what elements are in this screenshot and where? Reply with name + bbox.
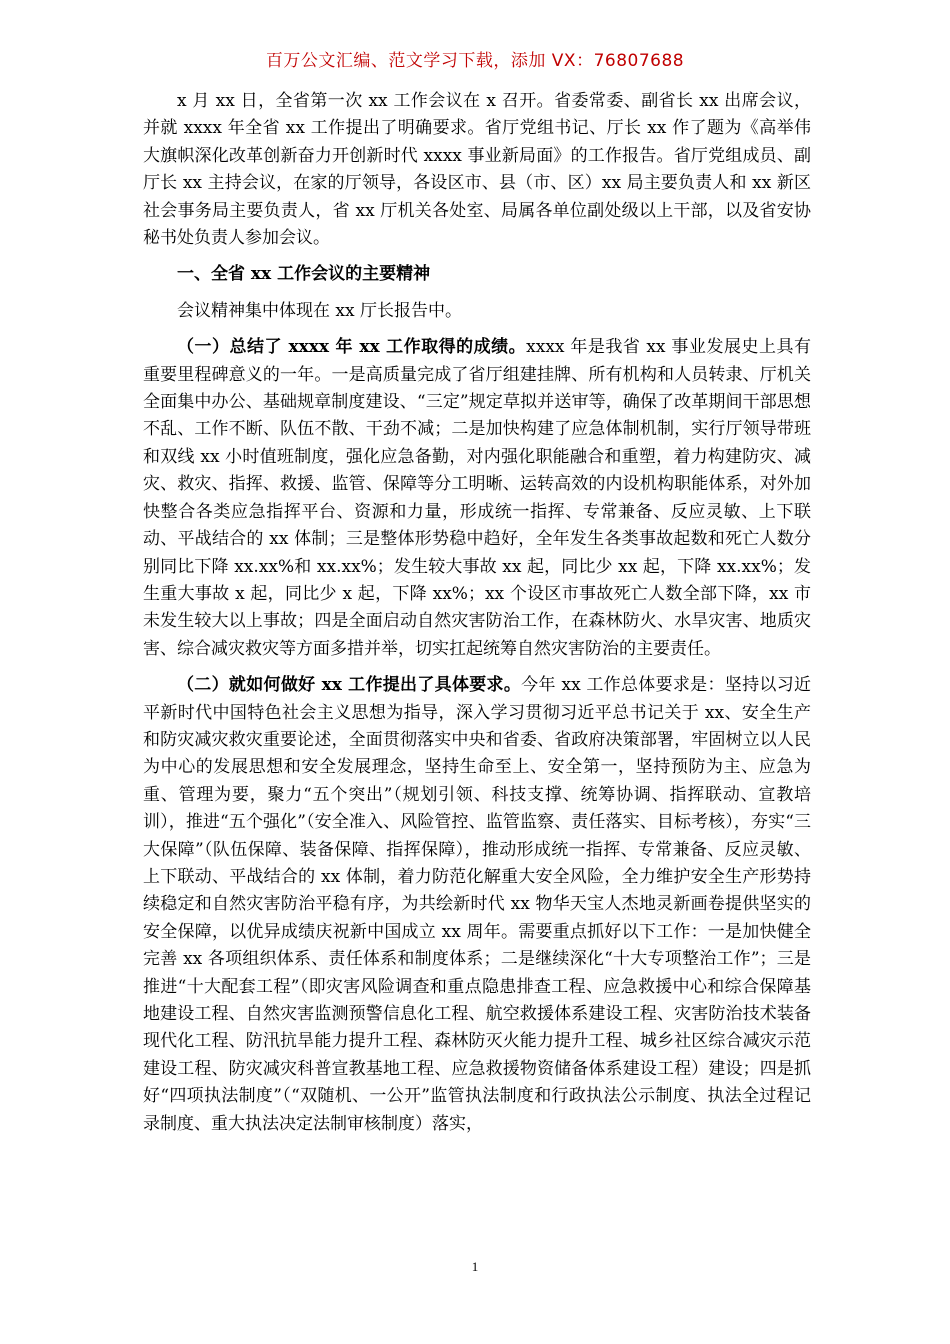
watermark-banner: 百万公文汇编、范文学习下载，添加 VX：76807688 [265,51,685,71]
requirements-body: 今年 xx 工作总体要求是：坚持以习近平新时代中国特色社会主义思想为指导，深入学习贯彻习近平总书记关于 xx、安全生产和防灾减灾救灾重要论述，全面贯彻落实中央和省委、省政府决策部署，牢固树立以人民为中心的发展思想和安全发展理念，坚持生命至上、安全第一，坚持预防为主、应急为重、管理为要，聚力“五个突出”（规划引领、科技支撑、统筹协调、指挥联动、宣教培训），推进“五个强化”（安全准入、风险管控、监管监察、责任落实、目标考核），夯实“三大保障”（队伍保障、装备保障、指挥保障），推动形成统一指挥、专常兼备、反应灵敏、上下联动、平战结合的 xx 体制，着力防范化解重大安全风险，全力维护安全生产形势持续稳定和自然灾害防治平稳有序，为共绘新时代 xx 物华天宝人杰地灵新画卷提供坚实的安全保障，以优异成绩庆祝新中国成立 xx 周年。需要重点抓好以下工作：一是加快健全完善 xx 各项组织体系、责任体系和制度体系；二是继续深化“十大专项整治工作”；三是推进“十大配套工程”（即灾害风险调查和重点隐患排查工程、应急救援中心和综合保障基地建设工程、自然灾害监测预警信息化工程、航空救援体系建设工程、灾害防治技术装备现代化工程、防汛抗旱能力提升工程、森林防灭火能力提升工程、城乡社区综合减灾示范建设工程、防灾减灾科普宣教基地工程、应急救援物资储备体系建设工程）建设；四是抓好“四项执法制度”（“双随机、一公开”监管执法制度和行政执法公示制度、执法全过程记录制度、重大执法决定法制审核制度）落实， [143,675,812,1134]
achievements-title: （一）总结了 xxxx 年 xx 工作取得的成绩。 [177,337,527,358]
summary-paragraph: 会议精神集中体现在 xx 厅长报告中。 [177,300,462,321]
intro-paragraph: x 月 xx 日，全省第一次 xx 工作会议在 x 召开。省委常委、副省长 xx 出席会议，并就 xxxx 年全省 xx 工作提出了明确要求。省厅党组书记、厅长 xx 作了题为《高举伟大旗帜深化改革创新奋力开创新时代 xxxx 事业新局面》的工作报告。省厅党组成员、副厅长 xx 主持会议，在家的厅领导，各设区市、县（市、区）xx 局主要负责人和 xx 新区社会事务局主要负责人，省 xx 厅机关各处室、局属各单位副处级以上干部，以及省安协秘书处负责人参加会议。 [143,91,811,249]
requirements-title: （二）就如何做好 xx 工作提出了具体要求。 [177,675,522,696]
document-body [143,88,811,1138]
achievements-body: xxxx 年是我省 xx 事业发展史上具有重要里程碑意义的一年。一是高质量完成了省厅组建挂牌、所有机构和人员转隶、厅机关全面集中办公、基础规章制度建设、“三定”规定草拟并送审等，确保了改革期间干部思想不乱、工作不断、队伍不散、干劲不减；二是加快构建了应急体制机制，实行厅领导带班和双线 xx 小时值班制度，强化应急备勤，对内强化职能融合和重塑，着力构建防灾、减灾、救灾、指挥、救援、监管、保障等分工明晰、运转高效的内设机构职能体系，对外加快整合各类应急指挥平台、资源和力量，形成统一指挥、专常兼备、反应灵敏、上下联动、平战结合的 xx 体制；三是整体形势稳中趋好，全年发生各类事故起数和死亡人数分别同比下降 xx.xx%和 xx.xx%；发生较大事故 xx 起，同比少 xx 起，下降 xx.xx%；发生重大事故 x 起，同比少 x 起，下降 xx%；xx 个设区市事故死亡人数全部下降，xx 市未发生较大以上事故；四是全面启动自然灾害防治工作，在森林防火、水旱灾害、地质灾害、综合减灾救灾等方面多措并举，切实扛起统筹自然灾害防治的主要责任。 [143,337,811,659]
section-heading: 一、全省 xx 工作会议的主要精神 [177,264,431,285]
requirements-paragraph [143,672,811,1138]
achievements-paragraph [143,334,811,663]
page-number: 1 [471,1259,479,1274]
